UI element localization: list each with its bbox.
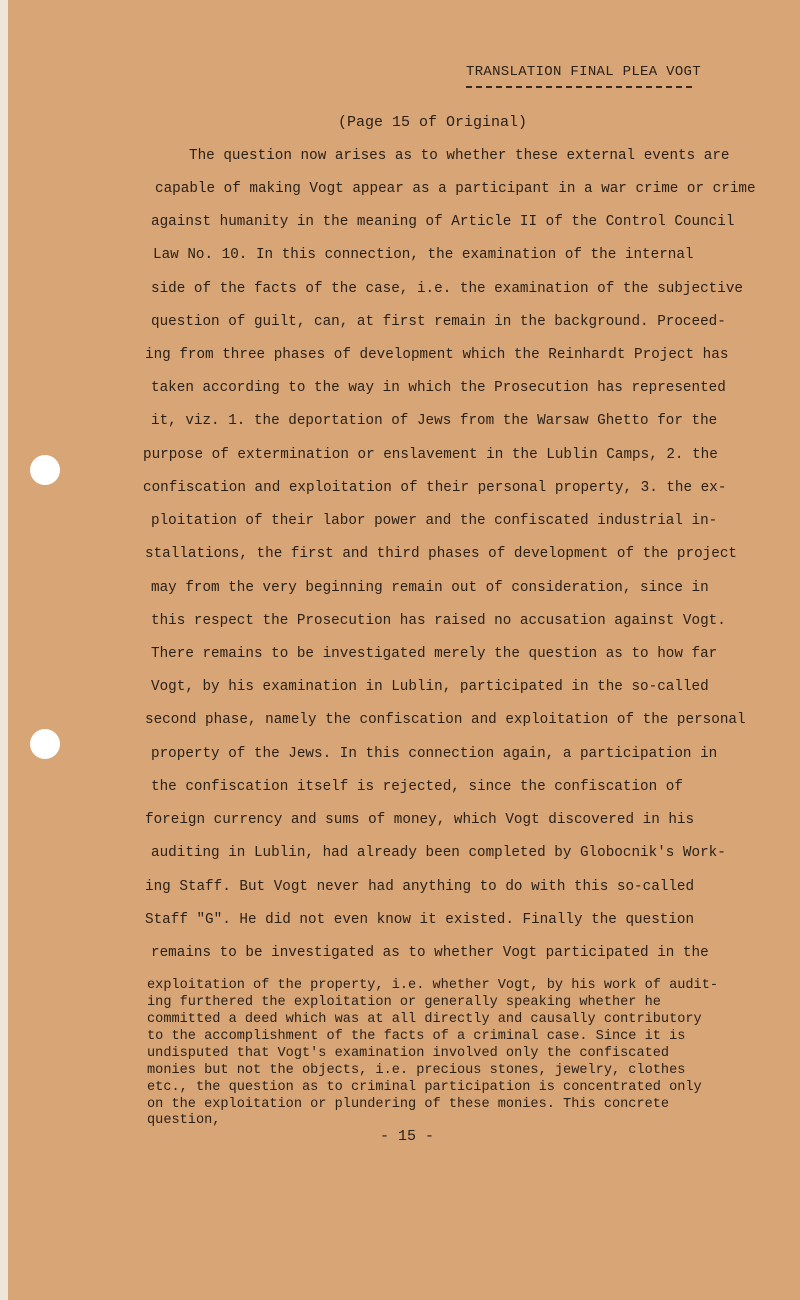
body-line: ing Staff. But Vogt never had anything to do with this so-called — [145, 879, 695, 895]
body-line: question of guilt, can, at first remain in the background. Proceed- — [151, 314, 726, 330]
body-line: purpose of extermination or enslavement in the Lublin Camps, 2. the — [143, 447, 718, 463]
body-line: side of the facts of the case, i.e. the examination of the subjective — [151, 281, 743, 297]
body-line: second phase, namely the confiscation and exploitation of the personal — [145, 712, 746, 728]
compressed-line: exploitation of the property, i.e. whether Vogt, by his work of audit- — [147, 978, 719, 993]
body-line: this respect the Prosecution has raised no accusation against Vogt. — [151, 613, 726, 629]
header-underline — [466, 86, 692, 88]
compressed-line: etc., the question as to criminal participation is concentrated only — [147, 1080, 702, 1095]
compressed-line: to the accomplishment of the facts of a criminal case. Since it is — [147, 1029, 686, 1044]
compressed-line: ing furthered the exploitation or generally speaking whether he — [147, 995, 661, 1010]
body-line: There remains to be investigated merely the question as to how far — [151, 646, 718, 662]
body-line: The question now arises as to whether these external events are — [189, 148, 730, 164]
paper-edge — [0, 0, 8, 1300]
page-reference: (Page 15 of Original) — [338, 114, 528, 131]
punch-hole — [30, 729, 60, 759]
compressed-line: question, — [147, 1113, 221, 1128]
body-line: taken according to the way in which the Prosecution has represented — [151, 380, 726, 396]
document-header: TRANSLATION FINAL PLEA VOGT — [466, 64, 701, 80]
body-line: the confiscation itself is rejected, since the confiscation of — [151, 779, 683, 795]
body-line: it, viz. 1. the deportation of Jews from the Warsaw Ghetto for the — [151, 413, 718, 429]
compressed-line: on the exploitation or plundering of these monies. This concrete — [147, 1097, 670, 1112]
body-line: against humanity in the meaning of Article II of the Control Council — [151, 214, 735, 230]
body-line: property of the Jews. In this connection again, a participation in — [151, 746, 718, 762]
body-line: stallations, the first and third phases of development of the project — [145, 546, 737, 562]
body-line: Vogt, by his examination in Lublin, participated in the so-called — [151, 679, 709, 695]
page-number: - 15 - — [380, 1128, 435, 1145]
compressed-line: committed a deed which was at all directly and causally contributory — [147, 1012, 702, 1027]
body-line: Staff "G". He did not even know it existed. Finally the question — [145, 912, 695, 928]
body-line: capable of making Vogt appear as a participant in a war crime or crime — [155, 181, 756, 197]
body-line: confiscation and exploitation of their personal property, 3. the ex- — [143, 480, 727, 496]
body-line: auditing in Lublin, had already been completed by Globocnik's Work- — [151, 845, 726, 861]
body-line: may from the very beginning remain out of consideration, since in — [151, 580, 709, 596]
body-line: foreign currency and sums of money, which Vogt discovered in his — [145, 812, 695, 828]
body-line: ploitation of their labor power and the confiscated industrial in- — [151, 513, 718, 529]
compressed-line: undisputed that Vogt's examination involved only the confiscated — [147, 1046, 670, 1061]
compressed-line: monies but not the objects, i.e. precious stones, jewelry, clothes — [147, 1063, 686, 1078]
body-line: ing from three phases of development which the Reinhardt Project has — [145, 347, 729, 363]
body-line: remains to be investigated as to whether Vogt participated in the — [151, 945, 709, 961]
punch-hole — [30, 455, 60, 485]
body-line: Law No. 10. In this connection, the examination of the internal — [153, 247, 694, 263]
